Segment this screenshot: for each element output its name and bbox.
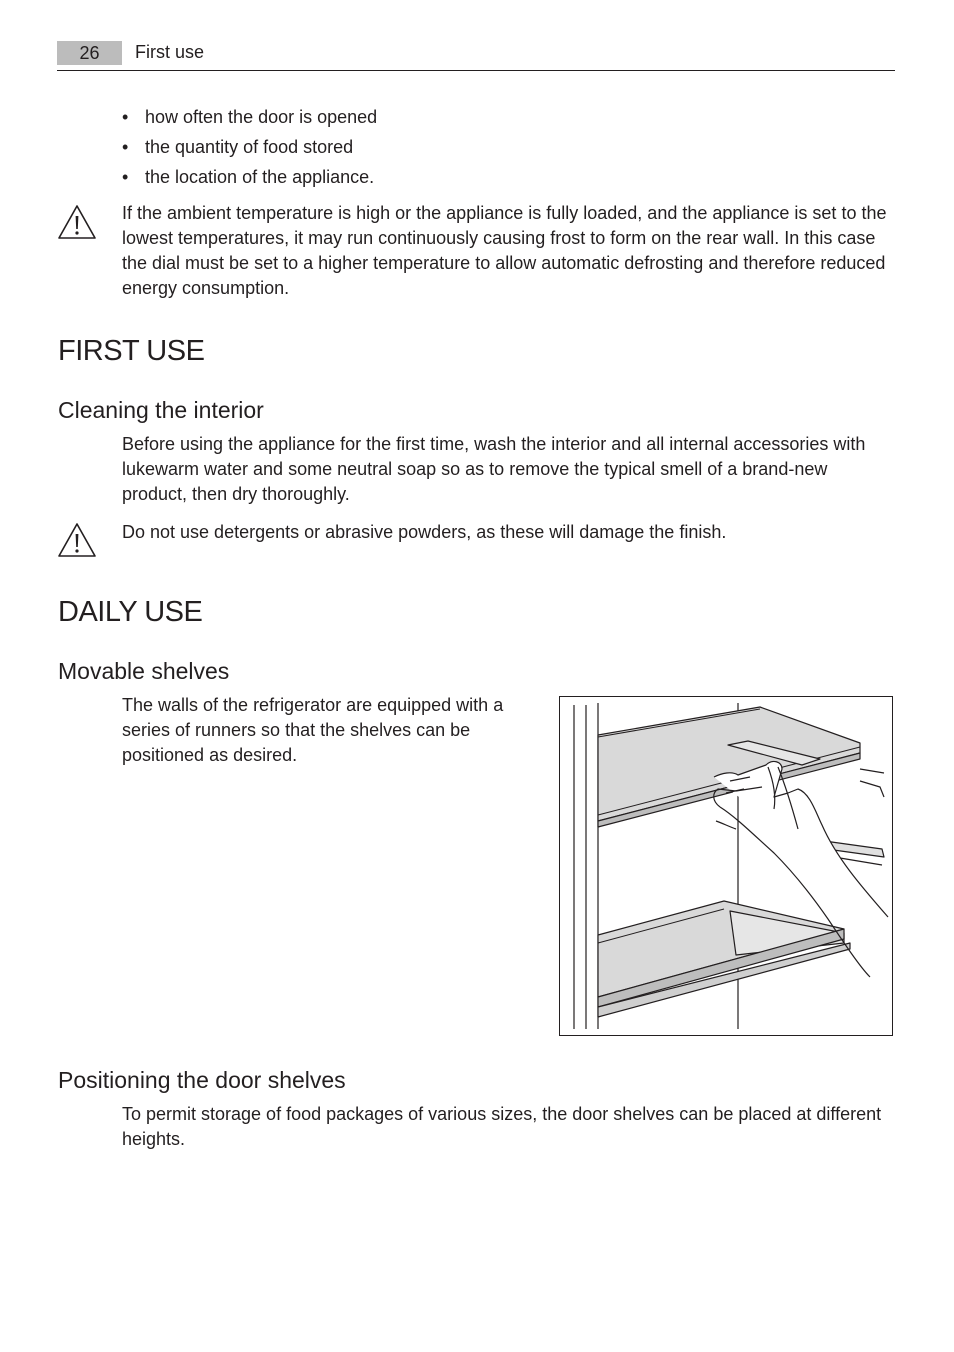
header-rule bbox=[57, 70, 895, 71]
list-item: • how often the door is opened bbox=[122, 104, 377, 134]
intro-bullet-list bbox=[122, 104, 377, 194]
door-shelves-text: To permit storage of food packages of various sizes, the door shelves can be placed at different heights. bbox=[122, 1104, 882, 1149]
heading-cleaning-interior: Cleaning the interior bbox=[58, 397, 264, 423]
warning-text-detergents: Do not use detergents or abrasive powders, as these will damage the finish. bbox=[122, 522, 727, 542]
shelf-illustration bbox=[559, 696, 893, 1036]
warning-triangle-icon bbox=[57, 522, 97, 558]
warning-text-ambient: If the ambient temperature is high or the appliance is fully loaded, and the appliance is set to the lowest temperatures, it may run continuously causing frost to form on the rear wall. In this case the dial must be set to a higher temperature to allow automatic defrosting and therefore reduced energy consumption. bbox=[122, 203, 887, 298]
heading-movable-shelves: Movable shelves bbox=[58, 658, 230, 684]
heading-daily-use: DAILY USE bbox=[58, 596, 203, 628]
warning-triangle-icon bbox=[57, 204, 97, 240]
list-item: • the location of the appliance. bbox=[122, 164, 377, 194]
movable-shelves-text: The walls of the refrigerator are equipped with a series of runners so that the shelves can be positioned as desired. bbox=[122, 695, 504, 765]
heading-first-use: FIRST USE bbox=[58, 335, 205, 367]
page-number: 26 bbox=[57, 41, 122, 65]
running-header: First use bbox=[135, 42, 205, 62]
shelf-hand-drawing bbox=[560, 697, 892, 1035]
heading-door-shelves: Positioning the door shelves bbox=[58, 1067, 346, 1093]
cleaning-text: Before using the appliance for the first time, wash the interior and all internal accessories with lukewarm water and some neutral soap so as to remove the typical smell of a brand-new product, then dry thoroughly. bbox=[122, 434, 866, 504]
list-item: • the quantity of food stored bbox=[122, 134, 377, 164]
